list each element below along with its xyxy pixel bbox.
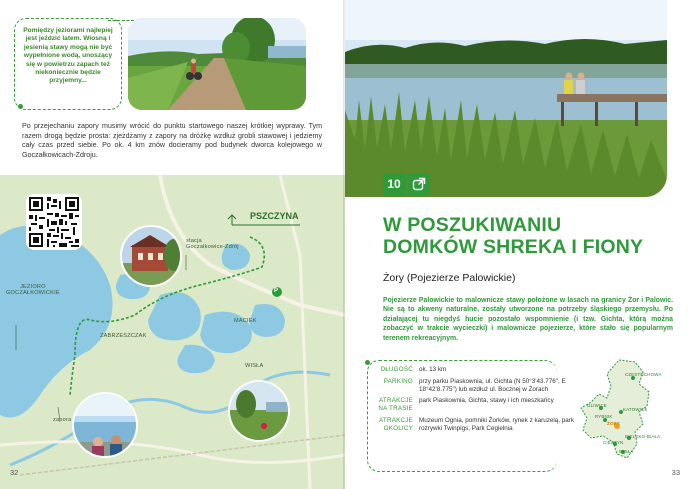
qr-code[interactable] <box>26 194 82 250</box>
parking-marker: P <box>274 288 279 294</box>
info-value: ok. 13 km <box>419 366 447 373</box>
info-row-attractions-area <box>375 417 580 433</box>
region-label: KATOWICE <box>623 407 648 412</box>
page-number-left: 32 <box>10 468 19 477</box>
label-stacja-line2: Goczałkowice-Zdrój <box>186 244 239 250</box>
title-line2: DOMKÓW SHREKA I FIONY <box>383 236 644 258</box>
page-number-right: 33 <box>671 468 680 477</box>
label-zabrzeszczak: ZABRZESZCZAK <box>100 333 147 339</box>
info-key: PARKING <box>383 377 413 385</box>
info-row-parking <box>375 378 580 394</box>
page-subtitle: Żory (Pojezierze Palowickie) <box>383 272 516 284</box>
quote-bubble <box>14 18 122 110</box>
region-label: RYBNIK <box>595 414 613 419</box>
info-table <box>375 366 580 437</box>
info-box-dot <box>365 360 370 365</box>
region-label: CZĘSTOCHOWA <box>625 372 662 377</box>
region-map <box>577 358 672 463</box>
external-link-icon[interactable] <box>408 173 430 195</box>
info-key: ATRAKCJE NA TRASIE <box>378 397 413 413</box>
label-wisla: WISŁA <box>245 363 264 369</box>
photo-dam-people <box>72 392 138 458</box>
info-value: park Piaskownia, Gichta, stawy i ich mieszkańcy <box>419 397 554 405</box>
region-label: CIESZYN <box>603 440 624 445</box>
info-value: przy parku Piaskownia, ul. Gichta (N 50°3'43.776", E 18°42'8.775") lub wzdłuż ul. Bocznej w Żorach <box>419 377 566 393</box>
photo-meadow <box>228 380 290 442</box>
photo-cyclist-path <box>128 18 306 110</box>
region-label: WISŁA <box>619 449 634 454</box>
page-title <box>383 214 683 258</box>
title-line1: W POSZUKIWANIU <box>383 214 562 236</box>
label-stacja-line1: stacja <box>186 238 202 244</box>
quote-dot <box>18 104 23 109</box>
label-zapora: zapora <box>53 417 72 423</box>
region-label: GLIWICE <box>587 403 607 408</box>
label-pszczyna: PSZCZYNA <box>250 211 299 221</box>
region-label-highlight: ŻORY <box>607 421 620 426</box>
left-paragraph: Po przejechaniu zapory musimy wrócić do punktu startowego naszej krótkiej wyprawy. Tym razem drogą będzie prosta: zjeżdżamy z zapory na dróżkę wzdłuż grobli stawowej i jedziemy cały czas przed siebie. Po ok. 4 km znów docieramy pod budynek dworca kolejowego w Goczałkowicach-Zdroju. <box>22 122 322 159</box>
quote-text: Pomiędzy jeziorami najlepiej jest jeździć latem. Wiosną i jesienią stawy mogą nie być wypełnione wodą, unoszący się w powietrzu zapach też niekoniecznie będzie przyjemny... <box>23 27 113 85</box>
photo-station <box>120 225 182 287</box>
label-jezioro <box>6 284 60 296</box>
info-row-length <box>375 366 580 374</box>
label-maciek: MACIEK <box>234 318 257 324</box>
route-description: Pojezierze Palowickie to malownicze stawy położone w lasach na granicy Żor i Palowic. Nie są to akweny naturalne, zostały utworzone na potrzeby śląskiego przemysłu. Po działającej tu niegdyś hucie pozostało wspomnienie (i tzw. Gichta, którą można zobaczyć w trakcie wycieczki) i malownicze pojezierze, które stało się popularnym terenem rekreacyjnym. <box>383 297 673 342</box>
right-page <box>345 0 690 489</box>
label-jezioro-line2: GOCZAŁKOWICKIE <box>6 290 60 296</box>
label-stacja <box>186 238 239 250</box>
info-key: DŁUGOŚĆ <box>380 366 413 373</box>
info-row-attractions-route <box>375 397 580 413</box>
route-number-badge: 10 <box>383 173 405 195</box>
photo-lake-pier <box>345 0 667 197</box>
label-jezioro-line1: JEZIORO <box>20 284 46 290</box>
region-label: BIELSKO-BIAŁA <box>625 434 661 439</box>
info-key: ATRAKCJE OKOLICY <box>378 416 413 432</box>
info-value: Muzeum Ognia, pomniki Żorków, rynek z karuzelą, park rozrywki Twinpigs, Park Cegielnia <box>419 416 575 432</box>
